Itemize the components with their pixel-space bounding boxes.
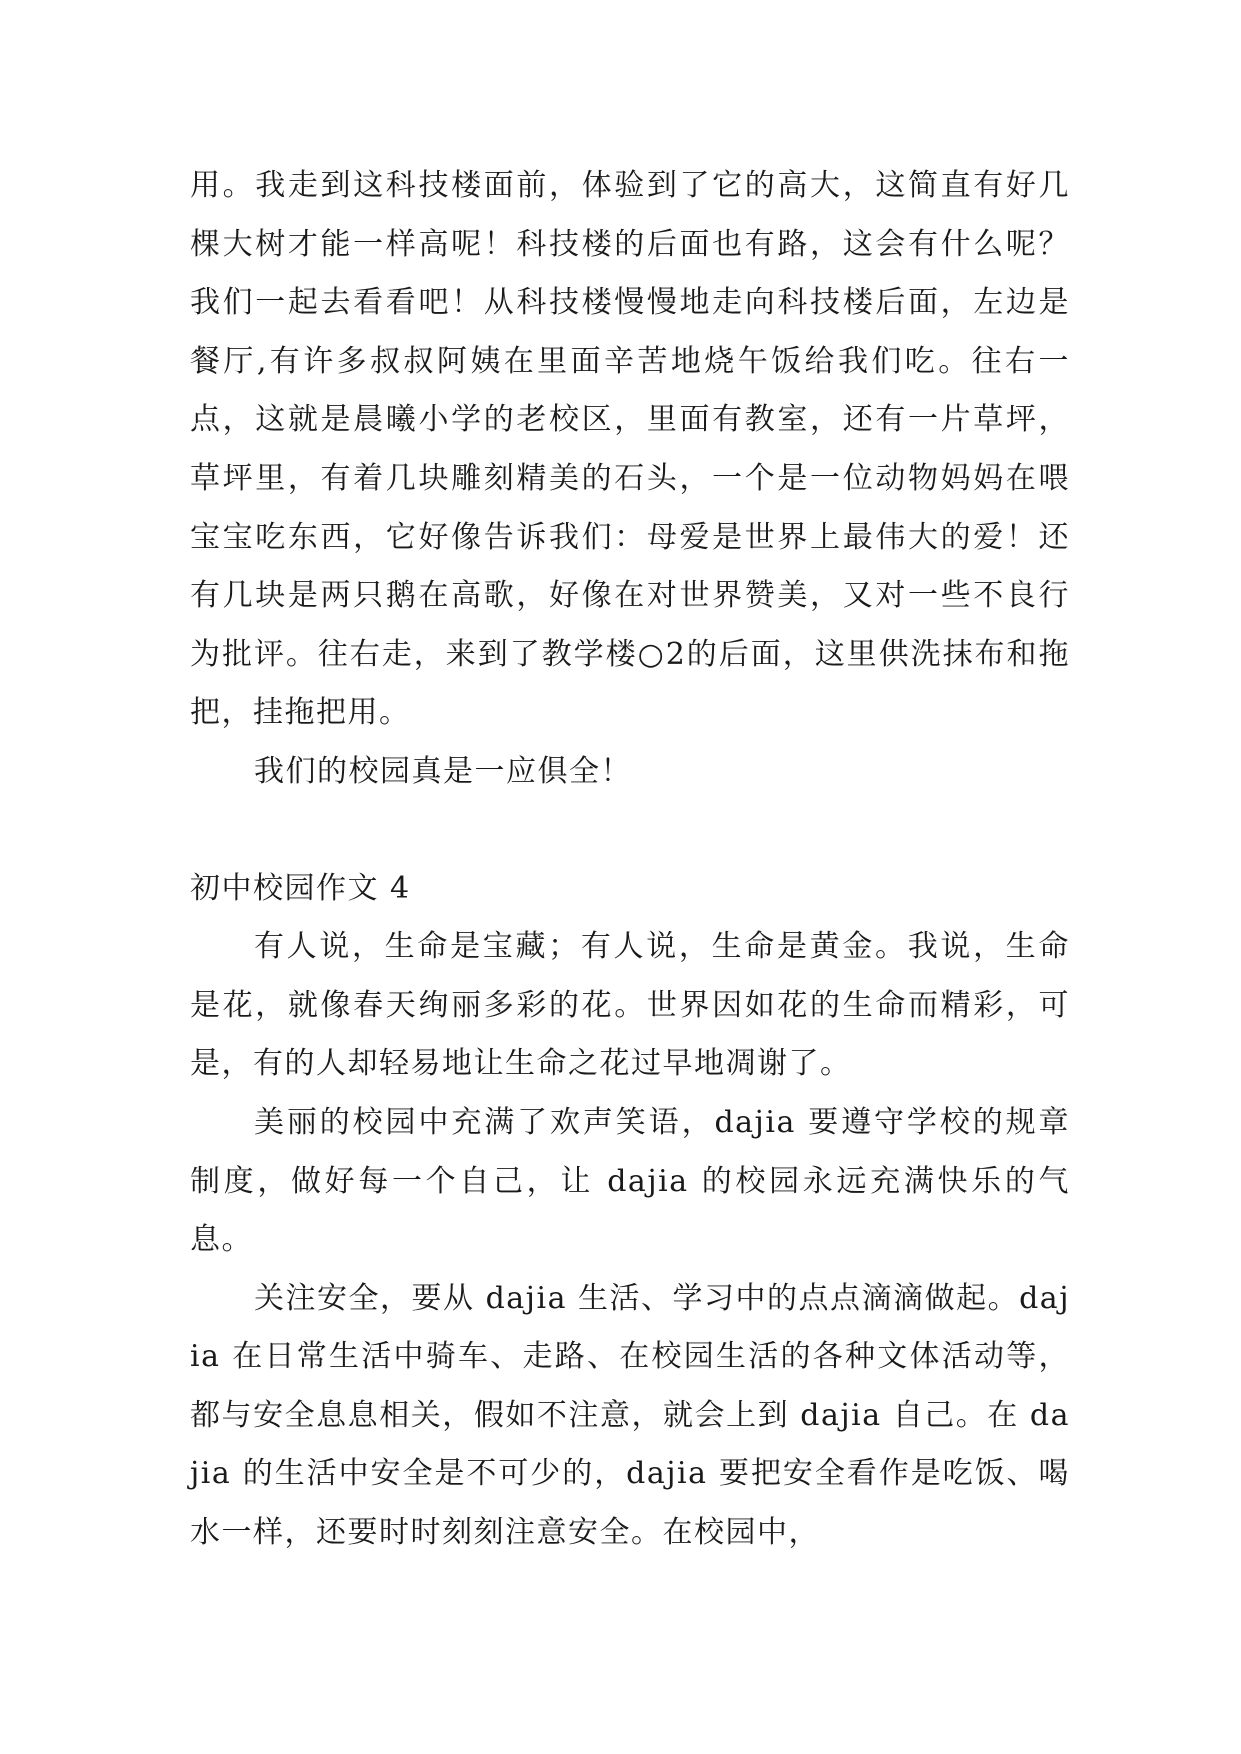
paragraph-campus-complete: 我们的校园真是一应俱全！ [254,753,632,789]
paragraph-life-is-flower: 有人说，生命是宝藏；有人说，生命是黄金。我说，生命是花，就像春天绚丽多彩的花。世界因如花的生命而精彩，可是，有的人却轻易地让生命之花过早地凋谢了。 [190,929,1070,1082]
section-spacer [190,802,1070,860]
paragraph-safety: 关注安全，要从 dajia 生活、学习中的点点滴滴做起。dajia 在日常生活中骑车、走路、在校园生活的各种文体活动等，都与安全息息相关，假如不注意，就会上到 dajia 自己。在 dajia 的生活中安全是不可少的，dajia 要把安全看作是吃饭、喝水一样，还要时时刻刻注意安全。在校园中， [190,1280,1070,1551]
section-title: 初中校园作文 4 [190,870,411,906]
paragraph-campus-tour-continued: 用。我走到这科技楼面前，体验到了它的高大，这简直有好几棵大树才能一样高呢！科技楼的后面也有路，这会有什么呢？我们一起去看看吧！从科技楼慢慢地走向科技楼后面，左边是餐厅,有许多叔叔阿姨在里面辛苦地烧午饭给我们吃。往右一点，这就是晨曦小学的老校区，里面有教室，还有一片草坪，草坪里，有着几块雕刻精美的石头，一个是一位动物妈妈在喂宝宝吃东西，它好像告诉我们：母爱是世界上最伟大的爱！还有几块是两只鹅在高歌，好像在对世界赞美，又对一些不良行为批评。往右走，来到了教学楼○2的后面，这里供洗抹布和拖把，挂拖把用。 [190,168,1070,731]
document-body [190,157,1070,1563]
paragraph-campus-rules: 美丽的校园中充满了欢声笑语，dajia 要遵守学校的规章制度，做好每一个自己，让 dajia 的校园永远充满快乐的气息。 [190,1104,1070,1258]
